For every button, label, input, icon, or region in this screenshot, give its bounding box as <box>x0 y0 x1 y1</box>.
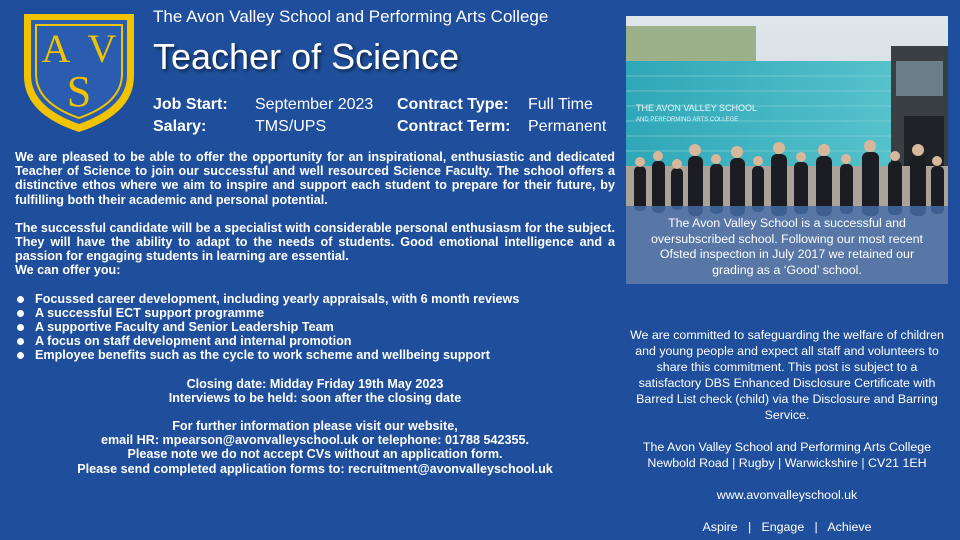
list-item: Employee benefits such as the cycle to work scheme and wellbeing support <box>15 348 615 362</box>
list-item: Focussed career development, including yearly appraisals, with 6 month reviews <box>15 292 615 306</box>
job-description <box>15 150 615 490</box>
bullet-icon <box>17 296 24 303</box>
job-title: Teacher of Science <box>153 36 460 77</box>
closing-date: Closing date: Midday Friday 19th May 2023 <box>186 376 444 391</box>
contact-line: For further information please visit our website, <box>172 419 458 434</box>
contact-line: Please note we do not accept CVs without an application form. <box>127 447 503 462</box>
salary-label: Salary: <box>153 118 207 135</box>
bullet-icon <box>17 352 24 359</box>
safeguarding-statement: We are committed to safeguarding the welfare of children and young people and expect all staff and volunteers to share this commitment. This post is subject to a satisfactory DBS Enhanced Disclosure Certificate with Barred List check (child) via the Disclosure and Barring Service. <box>630 328 944 422</box>
photo-sign-text: THE AVON VALLEY SCHOOL <box>636 103 758 113</box>
bullet-icon <box>17 310 24 317</box>
contract-type-value: Full Time <box>528 96 593 113</box>
contract-term-label: Contract Term: <box>397 118 511 135</box>
sidebar-info <box>626 327 948 540</box>
photo-caption: The Avon Valley School is a successful and oversubscribed school. Following our most recent Ofsted inspection in July 2017 we retained our grading as a ‘Good’ school. <box>626 206 948 284</box>
contract-term-value: Permanent <box>528 118 607 135</box>
candidate-paragraph: The successful candidate will be a specialist with considerable personal enthusiasm for the subject. They will have the ability to adapt to the needs of students. Good emotional intelligence and a passion for engaging students in learning are essential. <box>15 220 615 264</box>
list-item: A successful ECT support programme <box>15 306 615 320</box>
contact-line[interactable]: email HR: mpearson@avonvalleyschool.uk or telephone: 01788 542355. <box>100 433 530 448</box>
school-address <box>626 439 948 471</box>
interview-date: Interviews to be held: soon after the closing date <box>168 390 462 405</box>
intro-paragraph: We are pleased to be able to offer the opportunity for an inspirational, enthusiastic and dedicated Teacher of Science to join our successful and well resourced Science Faculty. The school offers a distinctive ethos where we aim to inspire and support each student to prepare for their future, by fulfilling both their academic and personal potential. <box>15 150 615 207</box>
school-name: The Avon Valley School and Performing Arts College <box>153 7 549 26</box>
svg-text:V: V <box>87 26 117 71</box>
bullet-icon <box>17 324 24 331</box>
job-start-label: Job Start: <box>153 96 228 113</box>
dates-block <box>15 377 615 405</box>
address-name: The Avon Valley School and Performing Arts College <box>642 440 932 454</box>
contact-line[interactable]: Please send completed application forms to: recruitment@avonvalleyschool.uk <box>77 461 553 476</box>
school-building-photo <box>626 16 948 284</box>
salary-value: TMS/UPS <box>255 118 327 135</box>
school-crest-logo <box>14 6 144 136</box>
address-line: Newbold Road | Rugby | Warwickshire | CV21 1EH <box>647 456 927 470</box>
school-motto: Aspire | Engage | Achieve <box>702 520 872 534</box>
benefits-list <box>15 292 615 363</box>
bullet-icon <box>17 338 24 345</box>
offer-lead: We can offer you: <box>15 263 121 278</box>
job-start-value: September 2023 <box>255 96 374 113</box>
list-item: A focus on staff development and internal promotion <box>15 334 615 348</box>
contract-type-label: Contract Type: <box>397 96 509 113</box>
svg-text:A: A <box>41 26 71 71</box>
photo-sign-subtext: AND PERFORMING ARTS COLLEGE <box>636 117 739 123</box>
contact-block <box>15 419 615 476</box>
list-item: A supportive Faculty and Senior Leadership Team <box>15 320 615 334</box>
svg-text:S: S <box>66 67 92 116</box>
website-link[interactable]: www.avonvalleyschool.uk <box>716 488 858 502</box>
